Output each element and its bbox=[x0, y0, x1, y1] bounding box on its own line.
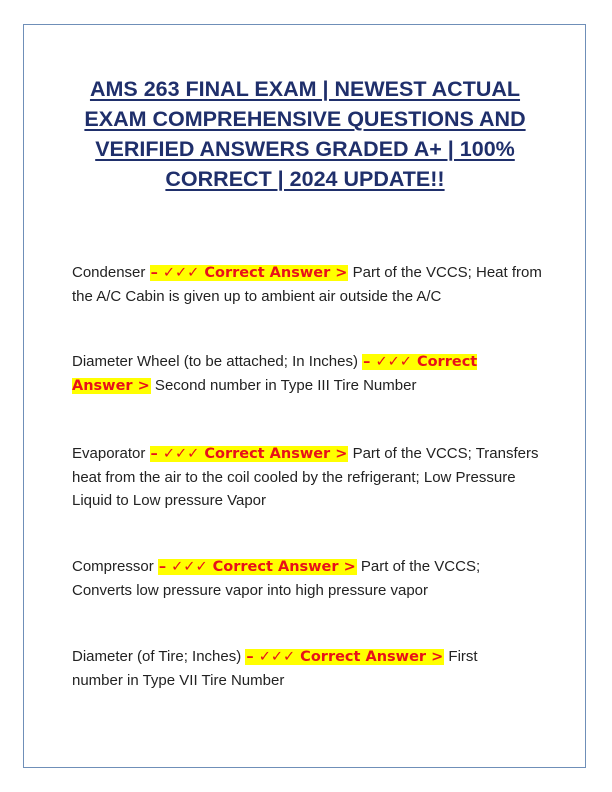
title-line: AMS 263 FINAL EXAM | NEWEST ACTUAL bbox=[89, 77, 521, 101]
document-title bbox=[60, 74, 550, 194]
correct-answer-marker: – ✓✓✓ Correct Answer > bbox=[246, 649, 444, 665]
question-text: Diameter Wheel (to be attached; In Inches) bbox=[72, 353, 363, 370]
answer-text: First number in Type VII Tire Number bbox=[72, 648, 478, 689]
qa-item bbox=[72, 350, 527, 398]
question-text: Condenser bbox=[72, 264, 150, 281]
qa-item bbox=[72, 645, 512, 692]
answer-text: Second number in Type III Tire Number bbox=[150, 377, 417, 394]
correct-answer-marker: – ✓✓✓ Correct Answer > bbox=[158, 559, 356, 575]
correct-answer-marker: – ✓✓✓ Correct Answer > bbox=[150, 265, 348, 281]
answer-text: Part of the VCCS; Converts low pressure vapor into high pressure vapor bbox=[72, 558, 481, 599]
qa-item bbox=[72, 555, 512, 602]
correct-answer-marker: – ✓✓✓ Correct Answer > bbox=[72, 354, 478, 394]
title-line: VERIFIED ANSWERS GRADED A+ | 100% bbox=[95, 137, 515, 161]
question-text: Diameter (of Tire; Inches) bbox=[72, 648, 246, 665]
title-line: EXAM COMPREHENSIVE QUESTIONS AND bbox=[84, 107, 526, 131]
question-text: Evaporator bbox=[72, 445, 150, 462]
qa-item bbox=[72, 261, 542, 308]
question-text: Compressor bbox=[72, 558, 158, 575]
qa-item bbox=[72, 442, 547, 512]
title-line: CORRECT | 2024 UPDATE!! bbox=[165, 167, 445, 191]
correct-answer-marker: – ✓✓✓ Correct Answer > bbox=[150, 446, 348, 462]
answer-text: Part of the VCCS; Heat from the A/C Cabin is given up to ambient air outside the A/C bbox=[72, 264, 542, 305]
answer-text: Part of the VCCS; Transfers heat from the air to the coil cooled by the refrigerant; Low Pressure Liquid to Low pressure Vapor bbox=[72, 445, 539, 509]
